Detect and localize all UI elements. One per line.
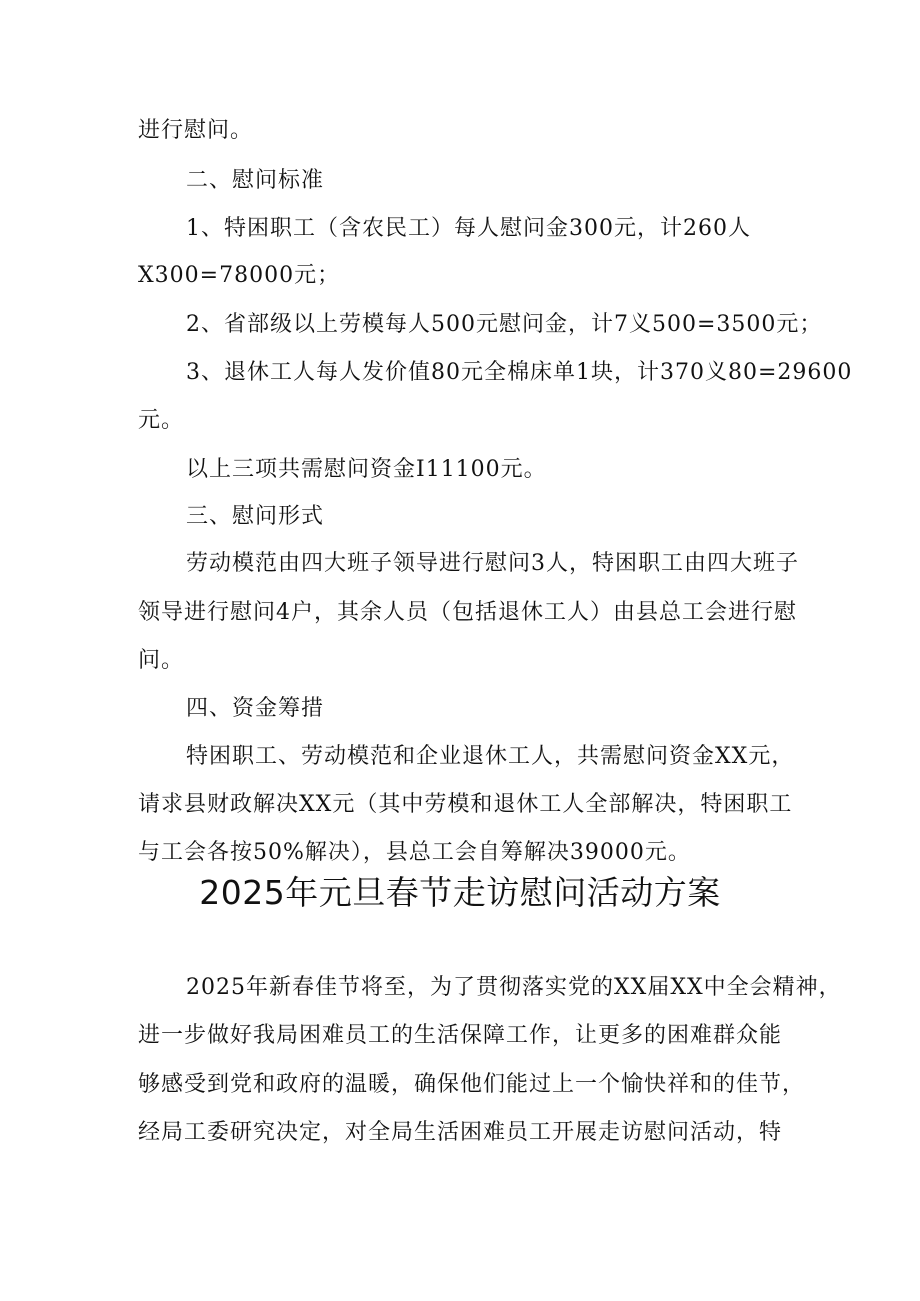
paragraph-line: 够感受到党和政府的温暖，确保他们能过上一个愉快祥和的佳节， — [138, 1072, 806, 1097]
paragraph-line: 2025年新春佳节将至，为了贯彻落实党的XX届XX中全会精神， — [186, 975, 842, 1000]
section-heading: 二、慰问标准 — [186, 168, 325, 193]
list-item-continuation: X300=78000元； — [138, 263, 341, 288]
paragraph-line: 劳动模范由四大班子领导进行慰问3人，特困职工由四大班子 — [186, 551, 799, 576]
list-item-continuation: 元。 — [138, 408, 185, 433]
paragraph-line: 领导进行慰问4户，其余人员（包括退休工人）由县总工会进行慰 — [138, 600, 797, 625]
document-title: 2025年元旦春节走访慰问活动方案 — [199, 873, 721, 912]
paragraph-line: 与工会各按50%解决），县总工会自筹解决39000元。 — [138, 840, 691, 865]
paragraph-line: 进一步做好我局困难员工的生活保障工作，让更多的困难群众能 — [138, 1023, 783, 1048]
paragraph-line: 请求县财政解决XX元（其中劳模和退休工人全部解决，特困职工 — [138, 792, 793, 817]
list-item: 3、退休工人每人发价值80元全棉床单1块，计370义80=29600 — [186, 360, 853, 385]
list-item: 1、特困职工（含农民工）每人慰问金300元，计260人 — [186, 216, 751, 241]
paragraph-line: 经局工委研究决定，对全局生活困难员工开展走访慰问活动，特 — [138, 1120, 783, 1145]
paragraph-line: 特困职工、劳动模范和企业退休工人，共需慰问资金XX元， — [186, 744, 795, 769]
paragraph-line: 以上三项共需慰问资金I11100元。 — [186, 457, 547, 482]
paragraph-line: 进行慰问。 — [138, 118, 254, 143]
section-heading: 三、慰问形式 — [186, 504, 325, 529]
list-item: 2、省部级以上劳模每人500元慰问金，计7义500=3500元； — [186, 312, 823, 337]
section-heading: 四、资金筹措 — [186, 696, 325, 721]
paragraph-line: 问。 — [138, 648, 185, 673]
